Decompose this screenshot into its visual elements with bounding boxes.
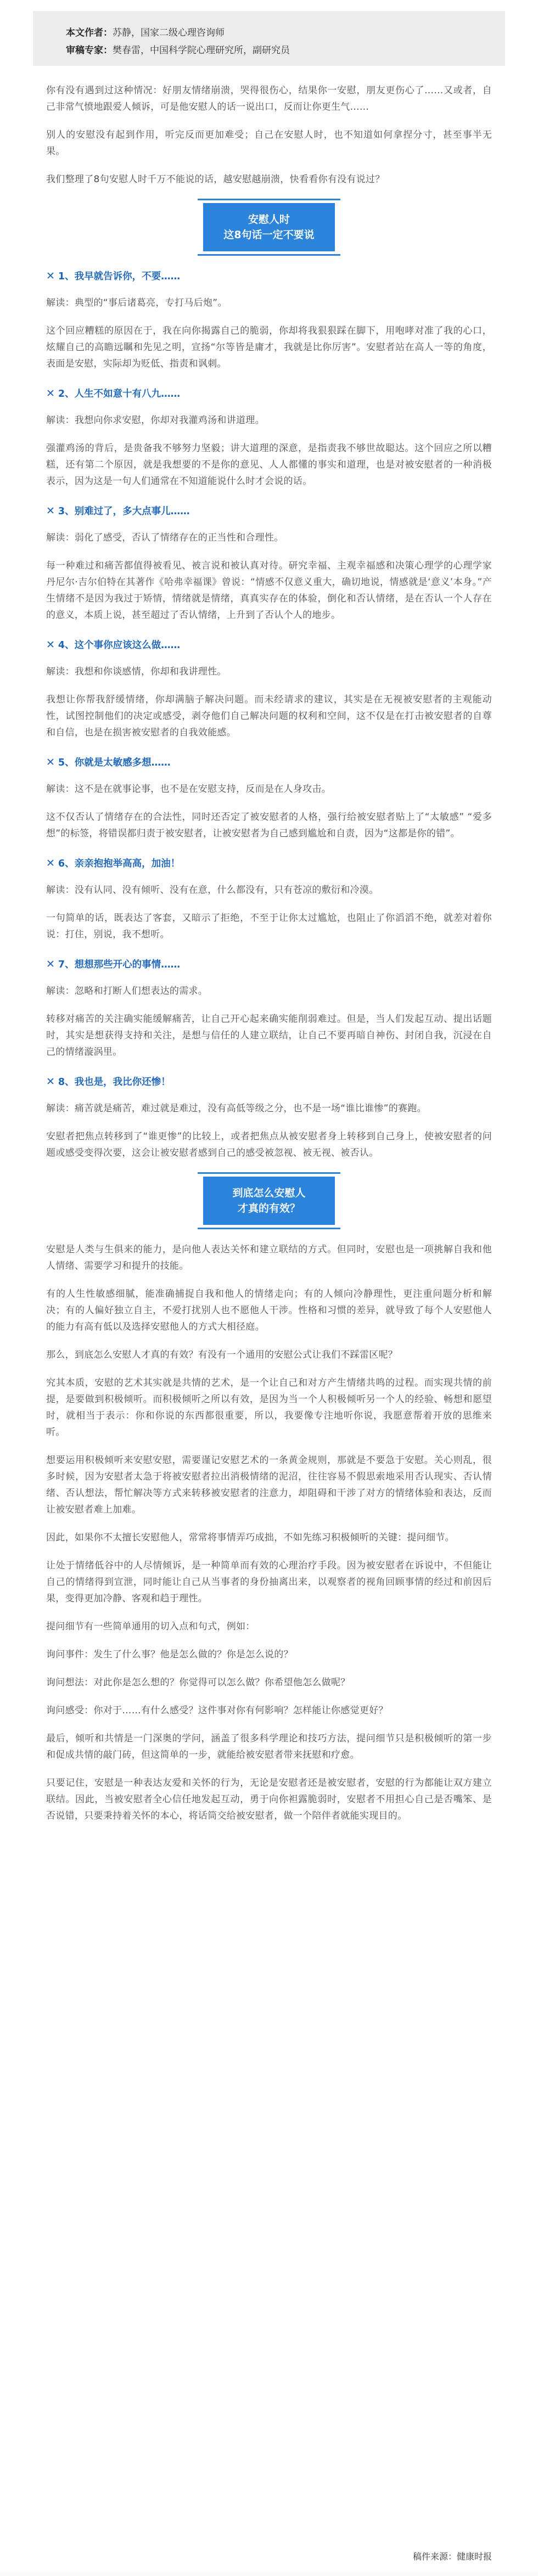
section-heading	[46, 637, 492, 654]
section-paragraph: 转移对痛苦的关注确实能缓解痛苦，让自己开心起来确实能削弱难过。但是，当人们发起互动、提出话题时，其实是想获得支持和关注，是想与信任的人建立联结，让自己不要再暗自神伤、封闭自我，沉浸在自己的情绪漩涡里。	[46, 1014, 492, 1058]
section-paragraph: 这个回应糟糕的原因在于，我在向你揭露自己的脆弱，你却将我狠狠踩在脚下，用咆哮对准了我的心口，炫耀自己的高瞻远瞩和先见之明，宣扬“尔等皆是庸才，我就是比你厉害”。安慰者站在高人一等的角度，表面是安慰，实际却为贬低、指责和讽刺。	[46, 325, 492, 369]
section-heading	[46, 754, 492, 771]
closing-paragraph: 提问细节有一些简单通用的切入点和句式，例如：	[46, 1621, 255, 1632]
banner-line: 才真的有效？	[237, 1202, 300, 1214]
cross-icon: ✕	[46, 857, 55, 869]
section-paragraph: 安慰者把焦点转移到了“谁更惨”的比较上，或者把焦点从被安慰者身上转移到自己身上，使被安慰者的问题或感受变得次要，这会让被安慰者感到自己的感受被忽视、被无视、被否认。	[46, 1131, 492, 1158]
intro-paragraph: 别人的安慰没有起到作用，听完反而更加难受；自己在安慰人时，也不知道如何拿捏分寸，甚至事半无果。	[46, 130, 492, 157]
author-info-box	[33, 11, 505, 66]
banner-line: 到底怎么安慰人	[232, 1187, 306, 1199]
section-paragraph: 强灌鸡汤的背后，是贵备我不够努力坚毅；讲大道理的深意，是指责我不够世故聪达。这个回应之所以糟糕，还有第二个原因，就是我想要的不是你的意见、人人都懂的事实和道理，也是对被安慰者的一种消极表示，因为这是一句人们通常在不知道能说什么时才会说的话。	[46, 443, 492, 487]
section-heading	[46, 503, 492, 520]
cross-icon: ✕	[46, 505, 55, 517]
section-paragraph: 一句简单的话，既表达了客套，又暗示了拒绝，不至于让你太过尴尬，也阻止了你滔滔不绝，就差对着你说：打住，别说，我不想听。	[46, 913, 492, 940]
section-paragraph: 解读：痛苦就是痛苦，难过就是难过，没有高低等级之分，也不是一场“谁比谁惨”的赛跑。	[46, 1103, 427, 1114]
section-banner	[203, 1177, 335, 1225]
section-paragraph: 解读：忽略和打断人们想表达的需求。	[46, 986, 208, 997]
section-heading-text: 2、人生不如意十有八九……	[58, 389, 181, 400]
section-heading	[46, 956, 492, 973]
cross-icon: ✕	[46, 270, 55, 282]
section-banner	[203, 203, 335, 251]
section-heading	[46, 385, 492, 402]
question-example: 询问事件：发生了什么事？他是怎么做的？你是怎么说的？	[46, 1649, 293, 1660]
article-source: 稿件来源：健康时报	[412, 2551, 492, 2562]
banner-line: 这8句话一定不要说	[223, 229, 315, 241]
question-example: 询问感受：你对于……有什么感受？这件事对你有何影响？怎样能让你感觉更好？	[46, 1705, 388, 1716]
closing-paragraph: 因此，如果你不太擅长安慰他人，常常将事情弄巧成拙，不如先练习积极倾听的关键：提问细节。	[46, 1532, 455, 1543]
section-heading-text: 3、别难过了，多大点事儿……	[58, 506, 190, 517]
section-heading-text: 4、这个事你应该这么做……	[58, 640, 181, 651]
cross-icon: ✕	[46, 1076, 55, 1088]
author-line	[66, 24, 472, 42]
section-paragraph: 解读：这不是在就事论事，也不是在安慰支持，反而是在人身攻击。	[46, 784, 331, 795]
intro-paragraph: 你有没有遇到过这种情况：好朋友情绪崩溃，哭得很伤心，结果你一安慰，朋友更伤心了……又或者，自己非常气愤地跟爱人倾诉，可是他安慰人的话一说出口，反而让你更生气……	[46, 85, 492, 113]
section-heading-text: 8、我也是，我比你还惨！	[58, 1077, 171, 1088]
cross-icon: ✕	[46, 387, 55, 400]
question-example: 询问想法：对此你是怎么想的？你觉得可以怎么做？你希望他怎么做呢？	[46, 1677, 350, 1688]
section-paragraph: 解读：我想和你谈感情，你却和我讲理性。	[46, 666, 227, 677]
reviewer-line	[66, 42, 472, 59]
article-content	[46, 82, 492, 1836]
section-paragraph: 我想让你帮我舒缓情绪，你却满脑子解决问题。而未经请求的建议，其实是在无视被安慰者的主观能动性，试图控制他们的决定或感受，剥夺他们自己解决问题的权利和空间，这不仅是在打击被安慰者的自尊和自信，也是在损害被安慰者的自我效能感。	[46, 694, 492, 738]
closing-paragraph: 只要记住，安慰是一种表达友爱和关怀的行为，无论是安慰者还是被安慰者，安慰的行为都能让双方建立联结。因此，当被安慰者全心信任地发起互动，勇于向你袒露脆弱时，安慰者不用担心自己是否嘴笨、是否说错，只要秉持着关怀的本心，将话筒交给被安慰者，做一个陪伴者就能实现目的。	[46, 1778, 492, 1821]
closing-paragraph: 安慰是人类与生俱来的能力，是向他人表达关怀和建立联结的方式。但同时，安慰也是一项挑解自我和他人情绪、需要学习和提升的技能。	[46, 1244, 492, 1272]
section-paragraph: 每一种难过和痛苦都值得被看见、被言说和被认真对待。研究幸福、主观幸福感和决策心理学的心理学家丹尼尔·吉尔伯特在其著作《哈弗幸福课》曾说：“情感不仅意义重大，确切地说，情感就是‘意义’本身。”产生情绪不是因为我过于矫情，情绪就是情绪，真真实存在的体验，倒化和否认情绪，是在否认一个人存在的意义，本质上说，甚至超过了否认情绪，上升到了否认个人的地步。	[46, 560, 492, 621]
cross-icon: ✕	[46, 756, 55, 768]
section-heading	[46, 1073, 492, 1090]
closing-paragraph: 究其本质，安慰的艺术其实就是共情的艺术，是一个让自己和对方产生情绪共鸣的过程。而实现共情的前提，是要做到积极倾听。而积极倾听之所以有效，是因为当一个人积极倾听另一个人的经验、畅想和愿望时，就相当于表示：你和你说的东西都很重要，所以，我要像专注地听你说，我愿意帮着开放的思维来听。	[46, 1377, 492, 1438]
reviewer-value: 樊春雷，中国科学院心理研究所，副研究员	[113, 45, 290, 56]
section-heading-text: 7、想想那些开心的事情……	[58, 959, 181, 970]
section-paragraph: 解读：没有认同、没有倾听、没有在意，什么都没有，只有苍凉的敷衍和冷漠。	[46, 885, 379, 896]
section-heading	[46, 268, 492, 285]
bottom-divider	[0, 2571, 538, 2576]
cross-icon: ✕	[46, 958, 55, 970]
closing-paragraph: 那么，到底怎么安慰人才真的有效？有没有一个通用的安慰公式让我们不踩雷区呢？	[46, 1349, 398, 1360]
section-heading	[46, 855, 492, 872]
closing-paragraph: 让处于情绪低谷中的人尽情倾诉，是一种简单而有效的心理治疗手段。因为被安慰者在诉说中，不但能让自己的情绪得到宣泄，同时能让自己从当事者的身份抽离出来，以观察者的视角回顾事情的经过和前因后果，变得更加冷静、客观和趋于理性。	[46, 1560, 492, 1604]
reviewer-label: 审稿专家：	[66, 45, 113, 56]
closing-paragraph: 想要运用积极倾听来安慰安慰，需要谨记安慰艺术的一条黄金规则，那就是不要急于安慰。关心则乱，很多时候，因为安慰者太急于将被安慰者拉出消极情绪的泥沼，往往容易不假思索地采用否认现实、否认情绪、否认想法，帮忙解决等方式来转移被安慰者的注意力，却阻碍和干涉了对方的情绪体验和表达，反而让被安慰者难上加难。	[46, 1455, 492, 1515]
section-heading-text: 1、我早就告诉你，不要……	[58, 271, 181, 282]
section-paragraph: 解读：典型的“事后诸葛亮，专打马后炮”。	[46, 297, 227, 308]
banner-line: 安慰人时	[248, 213, 290, 226]
closing-paragraph: 最后，倾听和共情是一门深奥的学问，涵盖了很多科学理论和技巧方法，提问细节只是积极倾听的第一步和促成共情的敲门砖，但这简单的一步，就能给被安慰者带来抚慰和疗愈。	[46, 1733, 492, 1761]
author-label: 本文作者：	[66, 27, 113, 38]
section-paragraph: 解读：弱化了感受，否认了情绪存在的正当性和合理性。	[46, 532, 284, 543]
cross-icon: ✕	[46, 639, 55, 651]
closing-paragraph: 有的人生性敏感细腻，能准确捕捉自我和他人的情绪走向；有的人倾向冷静理性，更注重问题分析和解决；有的人偏好独立自主，不爱打扰别人也不愿他人干涉。性格和习惯的差异，就导致了每个人安慰他人的能力有高有低以及选择安慰他人的方式大相径庭。	[46, 1289, 492, 1332]
section-paragraph: 解读：我想向你求安慰，你却对我灌鸡汤和讲道理。	[46, 415, 265, 426]
section-paragraph: 这不仅否认了情绪存在的合法性，同时还否定了被安慰者的人格，强行给被安慰者贴上了“太敏感” “爱多想”的标签，将错误都归责于被安慰者，让被安慰者为自己感到尴尬和自责，因为“这都是你的错”。	[46, 812, 492, 839]
intro-paragraph: 我们整理了8句安慰人时千万不能说的话，越安慰越崩溃，快看看你有没有说过？	[46, 174, 385, 185]
section-heading-text: 6、亲亲抱抱举高高，加油！	[58, 858, 181, 869]
section-heading-text: 5、你就是太敏感多想……	[58, 757, 171, 768]
author-value: 苏静，国家二级心理咨询师	[113, 27, 225, 38]
